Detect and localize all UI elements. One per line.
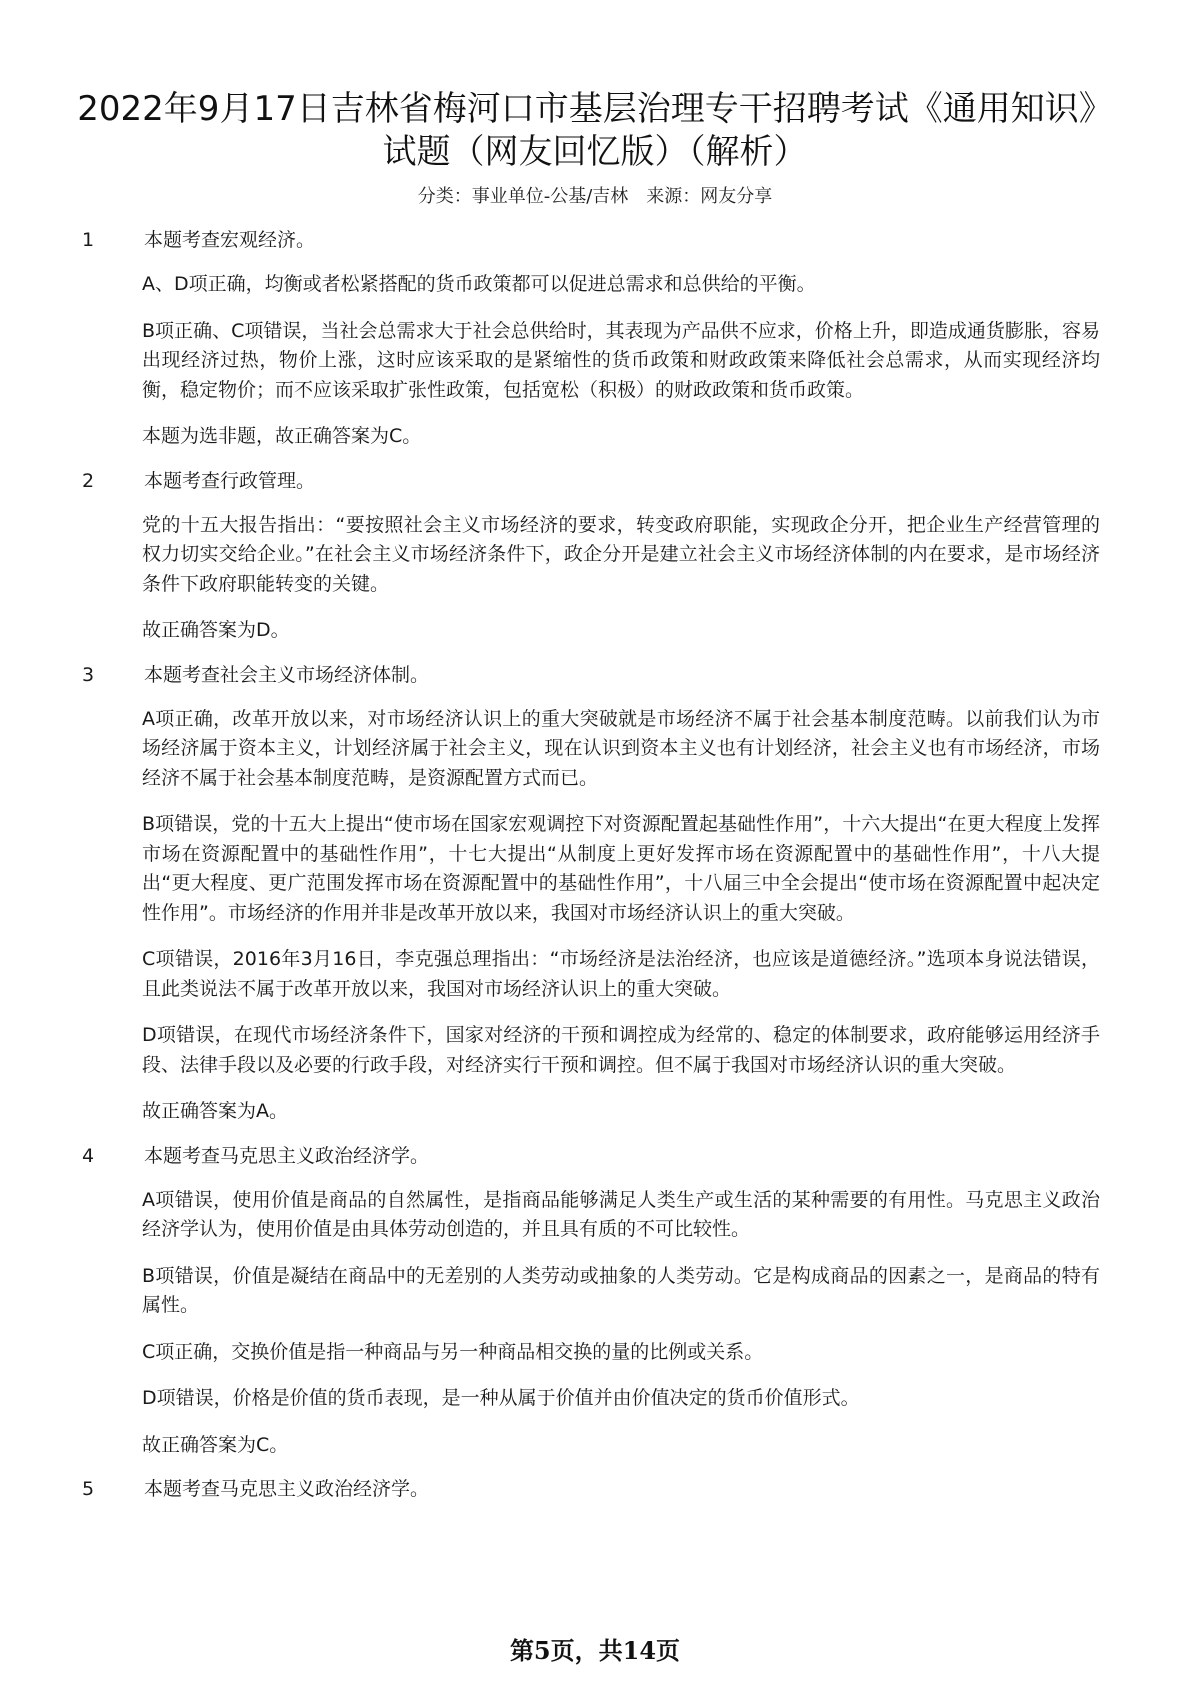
question-number: 4	[82, 1144, 95, 1167]
explanation-paragraph: A项正确，改革开放以来，对市场经济认识上的重大突破就是市场经济不属于社会基本制度范畴。以前我们认为市场经济属于资本主义，计划经济属于社会主义，现在认识到资本主义也有计划经济，社会主义也有市场经济，市场经济不属于社会基本制度范畴，是资源配置方式而已。	[142, 707, 1100, 789]
question-number: 2	[82, 469, 95, 492]
explanation-paragraph: B项错误，价值是凝结在商品中的无差别的人类劳动或抽象的人类劳动。它是构成商品的因素之一，是商品的特有属性。	[142, 1264, 1100, 1316]
question-topic: 本题考查宏观经济。	[144, 229, 316, 251]
explanation-paragraph: 故正确答案为C。	[142, 1433, 289, 1456]
question-number: 3	[82, 663, 95, 686]
explanation-paragraph: 故正确答案为A。	[142, 1100, 288, 1122]
question-number: 1	[82, 229, 95, 251]
question-header	[80, 469, 1100, 494]
explanation-paragraph: C项正确，交换价值是指一种商品与另一种商品相交换的量的比例或关系。	[142, 1340, 764, 1363]
question-topic: 本题考查社会主义市场经济体制。	[144, 663, 430, 686]
question-block	[80, 663, 1100, 1127]
explanation-paragraph: 故正确答案为D。	[142, 619, 290, 641]
explanation-paragraph: A项错误，使用价值是商品的自然属性，是指商品能够满足人类生产或生活的某种需要的有用性。马克思主义政治经济学认为，使用价值是由具体劳动创造的，并且具有质的不可比较性。	[142, 1188, 1100, 1240]
question-block	[80, 469, 1100, 646]
question-header	[80, 1144, 1100, 1169]
question-topic: 本题考查马克思主义政治经济学。	[144, 1144, 430, 1167]
explanation-paragraph: D项错误，在现代市场经济条件下，国家对经济的干预和调控成为经常的、稳定的体制要求，政府能够运用经济手段、法律手段以及必要的行政手段，对经济实行干预和调控。但不属于我国对市场经济认识的重大突破。	[142, 1024, 1100, 1076]
page-number-footer: 第5页，共14页	[509, 1636, 681, 1665]
explanation-paragraph: C项错误，2016年3月16日，李克强总理指出：“市场经济是法治经济，也应该是道德经济。”选项本身说法错误，且此类说法不属于改革开放以来，我国对市场经济认识上的重大突破。	[142, 948, 1100, 1000]
question-block	[80, 1144, 1100, 1461]
explanation-paragraph: 党的十五大报告指出：“要按照社会主义市场经济的要求，转变政府职能，实现政企分开，把企业生产经营管理的权力切实交给企业。”在社会主义市场经济条件下，政企分开是建立社会主义市场经济体制的内在要求，是市场经济条件下政府职能转变的关键。	[142, 513, 1100, 595]
answer-list	[80, 228, 1100, 1519]
question-topic: 本题考查马克思主义政治经济学。	[144, 1478, 430, 1500]
question-block	[80, 1477, 1100, 1502]
document-meta: 分类：事业单位-公基/吉林 来源：网友分享	[417, 186, 773, 207]
explanation-paragraph: A、D项正确，均衡或者松紧搭配的货币政策都可以促进总需求和总供给的平衡。	[142, 273, 816, 295]
page-title: 2022年9月17日吉林省梅河口市基层治理专干招聘考试《通用知识》试题（网友回忆版）（解析）	[77, 89, 1113, 172]
question-header	[80, 1477, 1100, 1502]
question-header	[80, 663, 1100, 688]
question-number: 5	[82, 1478, 95, 1500]
question-header	[80, 228, 1100, 253]
explanation-paragraph: D项错误，价格是价值的货币表现，是一种从属于价值并由价值决定的货币价值形式。	[142, 1387, 860, 1409]
question-topic: 本题考查行政管理。	[144, 469, 316, 492]
question-block	[80, 228, 1100, 452]
explanation-paragraph: 本题为选非题，故正确答案为C。	[142, 425, 422, 447]
explanation-paragraph: B项错误，党的十五大上提出“使市场在国家宏观调控下对资源配置起基础性作用”，十六大提出“在更大程度上发挥市场在资源配置中的基础性作用”，十七大提出“从制度上更好发挥市场在资源配置中的基础性作用”，十八大提出“更大程度、更广范围发挥市场在资源配置中的基础性作用”，十八届三中全会提出“使市场在资源配置中起决定性作用”。市场经济的作用并非是改革开放以来，我国对市场经济认识上的重大突破。	[142, 813, 1100, 924]
explanation-paragraph: B项正确、C项错误，当社会总需求大于社会总供给时，其表现为产品供不应求，价格上升，即造成通货膨胀，容易出现经济过热，物价上涨，这时应该采取的是紧缩性的货币政策和财政政策来降低社会总需求，从而实现经济均衡，稳定物价；而不应该采取扩张性政策，包括宽松（积极）的财政政策和货币政策。	[142, 319, 1100, 401]
